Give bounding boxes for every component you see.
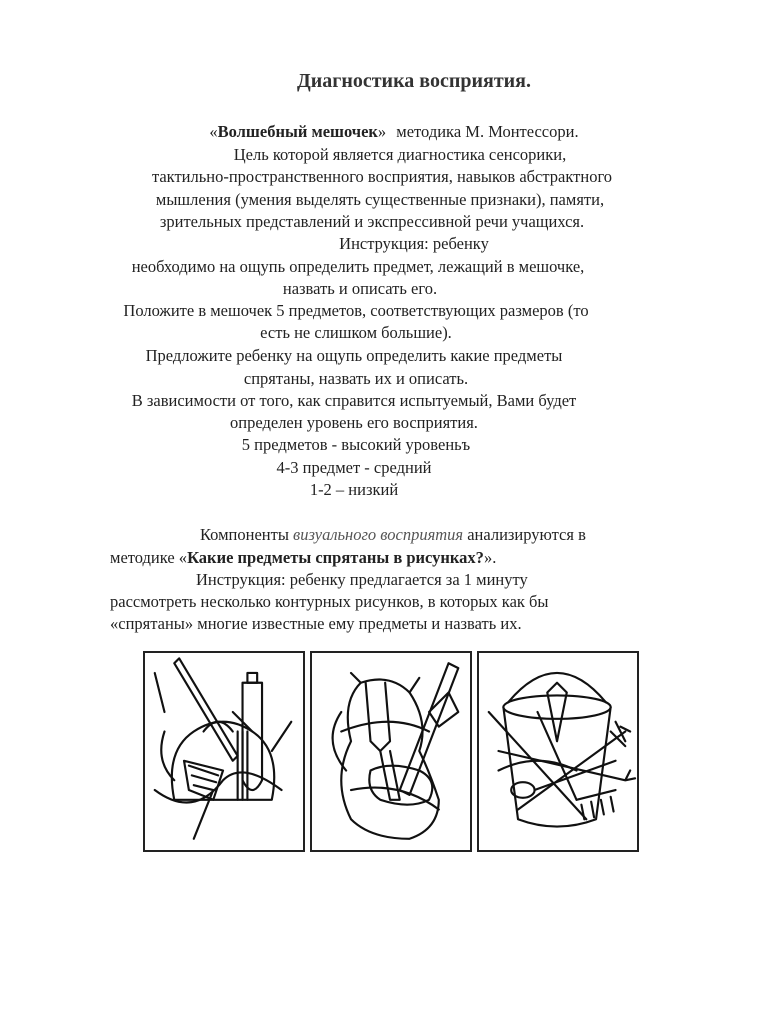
page-title: Диагностика восприятия. <box>296 70 532 92</box>
method2-name: Какие предметы спрятаны в рисунках? <box>187 548 484 567</box>
method1-author: методика М. Монтессори. <box>392 122 579 141</box>
quote-close: » <box>377 122 387 141</box>
method1-name: Волшебный мешочек <box>217 122 378 141</box>
text-line: Цель которой является диагностика сенсорики, <box>233 145 567 164</box>
text-line: тактильно-пространственного восприятия, навыков абстрактного <box>151 167 613 186</box>
quote-open: « <box>209 122 218 141</box>
text-line: Инструкция: ребенку предлагается за 1 минуту <box>196 570 528 589</box>
text-span: Компоненты <box>200 525 294 544</box>
text-line: рассмотреть несколько контурных рисунков, в которых как бы <box>110 592 549 611</box>
text-line: есть не слишком большие). <box>260 323 452 342</box>
text-line: зрительных представлений и экспрессивной речи учащихся. <box>159 212 585 231</box>
text-line: 5 предметов - высокий уровеньъ <box>241 435 471 454</box>
text-span: методике « <box>110 548 188 567</box>
text-line: «спрятаны» многие известные ему предметы и назвать их. <box>110 614 522 633</box>
figure-bucket <box>477 651 639 852</box>
text-line: 1-2 – низкий <box>309 480 399 499</box>
text-line: В зависимости от того, как справится испытуемый, Вами будет <box>131 391 577 410</box>
method1-heading <box>10 121 768 143</box>
figure-jug <box>310 651 472 852</box>
text-line: определен уровень его восприятия. <box>230 413 478 432</box>
method2-name-line <box>110 547 750 569</box>
text-line: спрятаны, назвать их и описать. <box>243 369 469 388</box>
text-line: Инструкция: ребенку <box>339 234 489 253</box>
italic-term: визуального восприятия <box>293 525 464 544</box>
text-span: анализируются в <box>463 525 586 544</box>
text-line: 4-3 предмет - средний <box>276 458 432 477</box>
text-span: ». <box>483 548 497 567</box>
text-line: необходимо на ощупь определить предмет, лежащий в мешочке, <box>131 257 585 276</box>
hidden-objects-figures <box>143 651 640 854</box>
text-line: Предложите ребенку на ощупь определить какие предметы <box>145 346 563 365</box>
figure-teapot <box>143 651 305 852</box>
text-line: мышления (умения выделять существенные признаки), памяти, <box>155 190 605 209</box>
method2-intro <box>200 524 760 546</box>
text-line: назвать и описать его. <box>282 279 438 298</box>
text-line: Положите в мешочек 5 предметов, соответствующих размеров (то <box>123 301 589 320</box>
